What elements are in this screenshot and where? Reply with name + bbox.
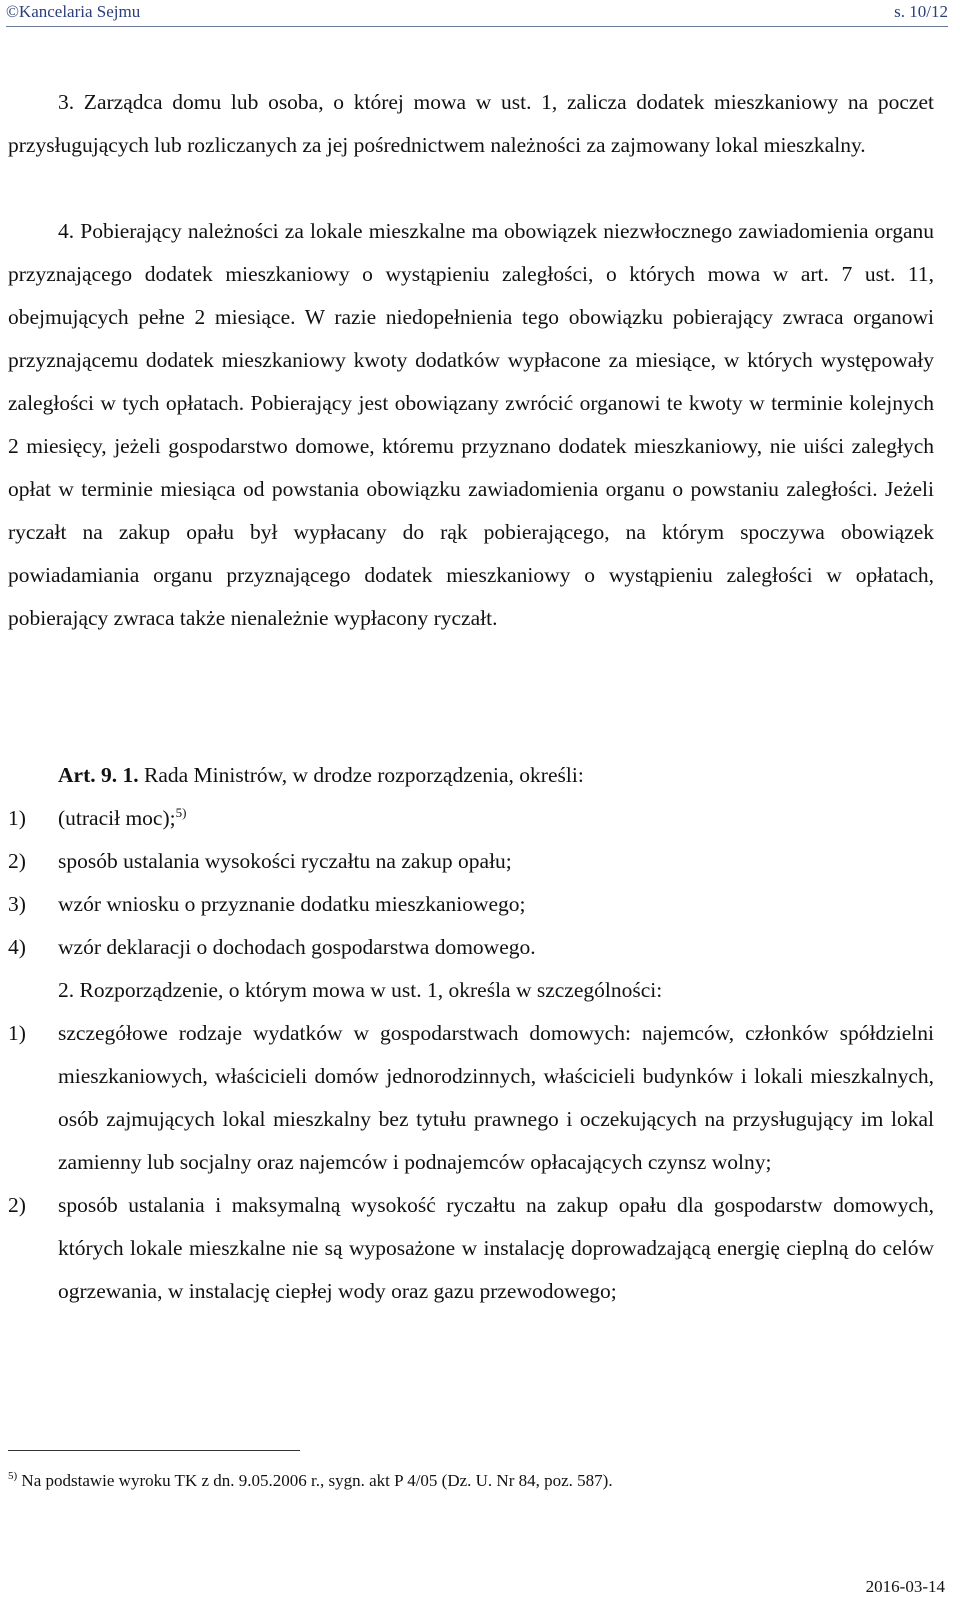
list-item — [8, 883, 934, 926]
paragraph-ust-4: 4. Pobierający należności za lokale mieszkalne ma obowiązek niezwłocznego zawiadomienia organu przyznającego dodatek mieszkaniowy o wystąpieniu zaległości, o których mowa w art. 7 ust. 11, obejmujących pełne 2 miesiące. W razie niedopełnienia tego obowiązku pobierający zwraca organowi przyznającemu dodatek mieszkaniowy kwoty dodatków wypłacone za miesiące, w których występowały zaległości w tych opłatach. Pobierający jest obowiązany zwrócić organowi te kwoty w terminie kolejnych 2 miesięcy, jeżeli gospodarstwo domowe, któremu przyznano dodatek mieszkaniowy, nie uiści zaległych opłat w terminie miesiąca od powstania obowiązku zawiadomienia organu o powstaniu zaległości. Jeżeli ryczałt na zakup opału był wypłacany do rąk pobierającego, na którym spoczywa obowiązek powiadamiania organu przyznającego dodatek mieszkaniowy o wystąpieniu zaległości w opłatach, pobierający zwraca także nienależnie wypłacony ryczałt. — [8, 219, 934, 630]
document-body — [8, 81, 934, 1313]
page-header — [6, 0, 948, 26]
list-item-number: 4) — [8, 935, 26, 959]
list-item-text: szczegółowe rodzaje wydatków w gospodarstwach domowych: najemców, członków spółdzielni mieszkaniowych, właścicieli domów jednorodzinnych, właścicieli budynków i lokali mieszkalnych, osób zajmujących lokal mieszkalny bez tytułu prawnego i oczekujących na przysługujący im lokal zamienny lub socjalny oraz najemców i podnajemców opłacających czynsz wolny; — [58, 1021, 934, 1174]
list-item-text: sposób ustalania wysokości ryczałtu na zakup opału; — [58, 849, 512, 873]
list-item — [8, 797, 934, 840]
list-item-text: sposób ustalania i maksymalną wysokość ryczałtu na zakup opału dla gospodarstw domowych, których lokale mieszkalne nie są wyposażone w instalację doprowadzającą energię cieplną do celów ogrzewania, w instalację ciepłej wody oraz gazu przewodowego; — [58, 1193, 934, 1303]
footer-date: 2016-03-14 — [865, 1577, 945, 1596]
header-divider — [6, 26, 948, 27]
list-item — [8, 1012, 934, 1184]
paragraph-ust-3: 3. Zarządca domu lub osoba, o której mowa w ust. 1, zalicza dodatek mieszkaniowy na poczet przysługujących lub rozliczanych za jej pośrednictwem należności za zajmowany lokal mieszkalny. — [8, 90, 934, 157]
ust-1-text: Rada Ministrów, w drodze rozporządzenia, określi: — [143, 763, 584, 787]
page-number: s. 10/12 — [894, 2, 948, 21]
list-item-number: 2) — [8, 1193, 26, 1217]
footnote-mark: 5) — [8, 1470, 18, 1482]
ust-2-heading: 2. Rozporządzenie, o którym mowa w ust. 1, określa w szczególności: — [58, 978, 663, 1002]
article-label: Art. 9. — [58, 763, 118, 787]
list-item-text: wzór wniosku o przyznanie dodatku mieszkaniowego; — [58, 892, 526, 916]
list-item — [8, 840, 934, 883]
ust-1-number: 1. — [122, 763, 139, 787]
article-9-heading — [8, 754, 934, 797]
list-item — [8, 1184, 934, 1313]
list-item — [8, 926, 934, 969]
list-item-number: 3) — [8, 892, 26, 916]
source-label: ©Kancelaria Sejmu — [6, 2, 141, 21]
footnote-divider — [8, 1450, 300, 1451]
footnote-reference[interactable]: 5) — [175, 805, 187, 820]
list-item-number: 1) — [8, 1021, 26, 1045]
list-item-number: 1) — [8, 806, 26, 830]
footnote — [8, 1470, 613, 1492]
list-item-text: (utracił moc);$^{5)}$ — [58, 805, 187, 830]
footnote-text: Na podstawie wyroku TK z dn. 9.05.2006 r., sygn. akt P 4/05 (Dz. U. Nr 84, poz. 587). — [21, 1471, 613, 1490]
list-item-text: wzór deklaracji o dochodach gospodarstwa domowego. — [58, 935, 536, 959]
list-item-number: 2) — [8, 849, 26, 873]
